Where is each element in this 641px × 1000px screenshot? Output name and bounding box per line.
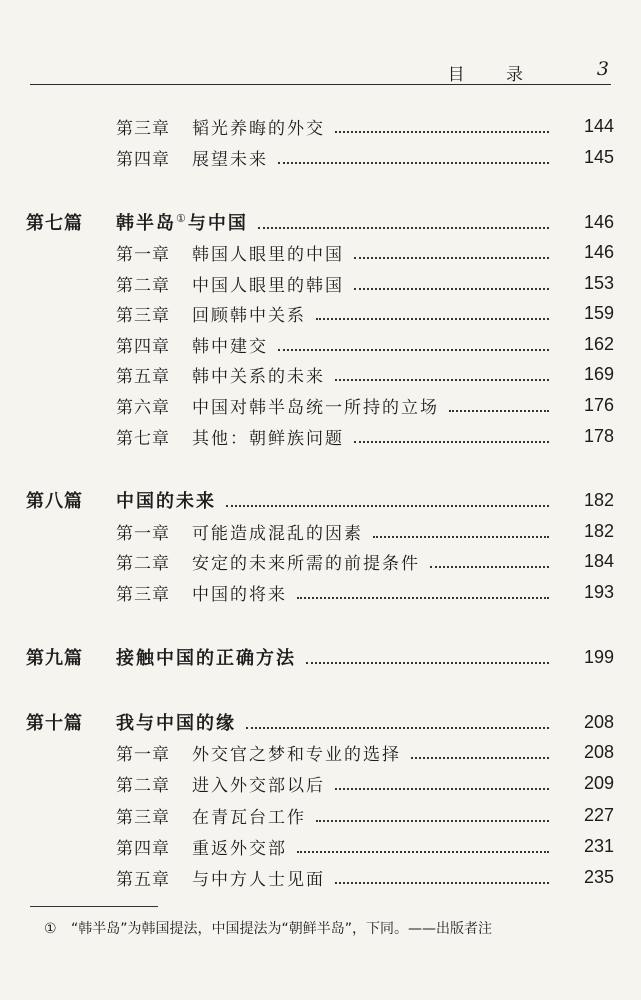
entry-title-text: 中国对韩半岛统一所持的立场 [192, 397, 439, 418]
toc-part-entry[interactable] [0, 207, 641, 237]
entry-title-text: 展望未来 [192, 149, 268, 170]
dot-leader [297, 851, 549, 853]
toc-chapter-entry[interactable] [0, 577, 641, 607]
entry-title [192, 271, 344, 296]
entry-label: 第三章 [116, 118, 170, 139]
entry-title-text: 韩国人眼里的中国 [192, 244, 344, 265]
dot-leader [354, 288, 549, 290]
toc-chapter-entry[interactable] [0, 329, 641, 359]
toc-chapter-entry[interactable] [0, 142, 641, 172]
toc-chapter-entry[interactable] [0, 737, 641, 767]
dot-leader [335, 131, 549, 133]
toc-chapter-entry[interactable] [0, 111, 641, 141]
header-title: 目 录 [447, 65, 541, 85]
entry-label: 第六章 [116, 397, 170, 418]
entry-page-number: 209 [583, 772, 614, 793]
footnote-reference: ① [176, 212, 188, 225]
dot-leader [297, 597, 549, 599]
entry-title [116, 209, 248, 235]
toc-part-entry[interactable] [0, 707, 641, 737]
entry-label: 第一章 [116, 744, 170, 765]
dot-leader [430, 566, 549, 568]
dot-leader [278, 349, 549, 351]
entry-label: 第三章 [116, 584, 170, 605]
dot-leader [306, 662, 549, 664]
dot-leader [354, 257, 549, 259]
entry-title [116, 644, 296, 670]
entry-page-number: 235 [583, 866, 614, 887]
entry-title-text: 韩半岛 [116, 213, 176, 234]
entry-label: 第四章 [116, 149, 170, 170]
entry-title-text: 进入外交部以后 [192, 775, 325, 796]
dot-leader [411, 757, 549, 759]
entry-page-number: 182 [583, 489, 614, 510]
entry-title [192, 332, 268, 357]
entry-title-text: 韩中关系的未来 [192, 366, 325, 387]
entry-label: 第一章 [116, 244, 170, 265]
entry-title-text: 安定的未来所需的前提条件 [192, 553, 420, 574]
entry-title-text: 中国的未来 [116, 491, 216, 512]
entry-title [116, 487, 216, 513]
toc-chapter-entry[interactable] [0, 390, 641, 420]
toc-chapter-entry[interactable] [0, 862, 641, 892]
entry-label: 第二章 [116, 775, 170, 796]
entry-label: 第七篇 [26, 213, 83, 234]
entry-title-text: 回顾韩中关系 [192, 305, 306, 326]
entry-page-number: 231 [583, 835, 614, 856]
toc-chapter-entry[interactable] [0, 298, 641, 328]
entry-label: 第二章 [116, 275, 170, 296]
entry-title [192, 240, 344, 265]
entry-page-number: 153 [583, 272, 614, 293]
running-header [30, 58, 611, 85]
entry-label: 第九篇 [26, 648, 83, 669]
footnote-divider [30, 906, 158, 907]
entry-title-text: 中国的将来 [192, 584, 287, 605]
entry-title [192, 362, 325, 387]
entry-title [192, 865, 325, 890]
toc-chapter-entry[interactable] [0, 421, 641, 451]
entry-page-number: 208 [583, 711, 614, 732]
entry-title-suffix: 与中国 [187, 213, 248, 234]
entry-label: 第一章 [116, 523, 170, 544]
entry-page-number: 146 [583, 241, 614, 262]
dot-leader [258, 227, 549, 229]
entry-title-text: 韩中建交 [192, 336, 268, 357]
entry-page-number: 182 [583, 520, 614, 541]
entry-page-number: 159 [583, 302, 614, 323]
dot-leader [246, 727, 549, 729]
entry-page-number: 169 [583, 363, 614, 384]
entry-label: 第四章 [116, 336, 170, 357]
entry-title [192, 834, 287, 859]
entry-title-text: 可能造成混乱的因素 [192, 523, 363, 544]
entry-title [192, 145, 268, 170]
toc-chapter-entry[interactable] [0, 831, 641, 861]
entry-title-text: 其他：朝鲜族问题 [192, 428, 344, 449]
toc-chapter-entry[interactable] [0, 516, 641, 546]
entry-title-text: 接触中国的正确方法 [116, 648, 296, 669]
entry-page-number: 199 [583, 646, 614, 667]
footnote-text: “韩半岛”为韩国提法，中国提法为“朝鲜半岛”，下同。——出版者注 [71, 921, 493, 937]
entry-title [192, 519, 363, 544]
entry-label: 第五章 [116, 869, 170, 890]
dot-leader [354, 441, 549, 443]
entry-title-text: 在青瓦台工作 [192, 807, 306, 828]
entry-page-number: 193 [583, 581, 614, 602]
dot-leader [373, 536, 549, 538]
entry-title-text: 韬光养晦的外交 [192, 118, 325, 139]
entry-page-number: 184 [583, 550, 614, 571]
entry-page-number: 144 [583, 115, 614, 136]
entry-title-text: 重返外交部 [192, 838, 287, 859]
dot-leader [226, 505, 549, 507]
entry-title [192, 740, 401, 765]
entry-page-number: 208 [583, 741, 614, 762]
entry-page-number: 162 [583, 333, 614, 354]
entry-label: 第三章 [116, 305, 170, 326]
dot-leader [316, 318, 549, 320]
entry-label: 第十篇 [26, 713, 83, 734]
entry-title [192, 114, 325, 139]
entry-title-text: 我与中国的缘 [116, 713, 236, 734]
dot-leader [335, 379, 549, 381]
entry-title [192, 580, 287, 605]
entry-title [192, 771, 325, 796]
header-page-number: 3 [596, 58, 609, 80]
entry-title-text: 与中方人士见面 [192, 869, 325, 890]
entry-title [192, 393, 439, 418]
entry-title [116, 709, 236, 735]
entry-label: 第四章 [116, 838, 170, 859]
dot-leader [335, 882, 549, 884]
entry-page-number: 178 [583, 425, 614, 446]
footnote [44, 918, 492, 938]
toc-chapter-entry[interactable] [0, 268, 641, 298]
dot-leader [335, 788, 549, 790]
entry-label: 第八篇 [26, 491, 83, 512]
entry-page-number: 145 [583, 146, 614, 167]
toc-chapter-entry[interactable] [0, 237, 641, 267]
toc-part-entry[interactable] [0, 642, 641, 672]
entry-label: 第七章 [116, 428, 170, 449]
dot-leader [449, 410, 549, 412]
entry-title [192, 803, 306, 828]
dot-leader [278, 162, 549, 164]
dot-leader [316, 820, 549, 822]
footnote-mark: ① [44, 921, 57, 937]
entry-label: 第二章 [116, 553, 170, 574]
toc-chapter-entry[interactable] [0, 768, 641, 798]
toc-chapter-entry[interactable] [0, 800, 641, 830]
entry-page-number: 146 [583, 211, 614, 232]
entry-title-text: 外交官之梦和专业的选择 [192, 744, 401, 765]
entry-title [192, 301, 306, 326]
entry-label: 第五章 [116, 366, 170, 387]
toc-chapter-entry[interactable] [0, 546, 641, 576]
entry-title-text: 中国人眼里的韩国 [192, 275, 344, 296]
entry-title [192, 549, 420, 574]
toc-part-entry[interactable] [0, 485, 641, 515]
toc-chapter-entry[interactable] [0, 359, 641, 389]
entry-page-number: 227 [583, 804, 614, 825]
entry-title [192, 424, 344, 449]
entry-page-number: 176 [583, 394, 614, 415]
entry-label: 第三章 [116, 807, 170, 828]
